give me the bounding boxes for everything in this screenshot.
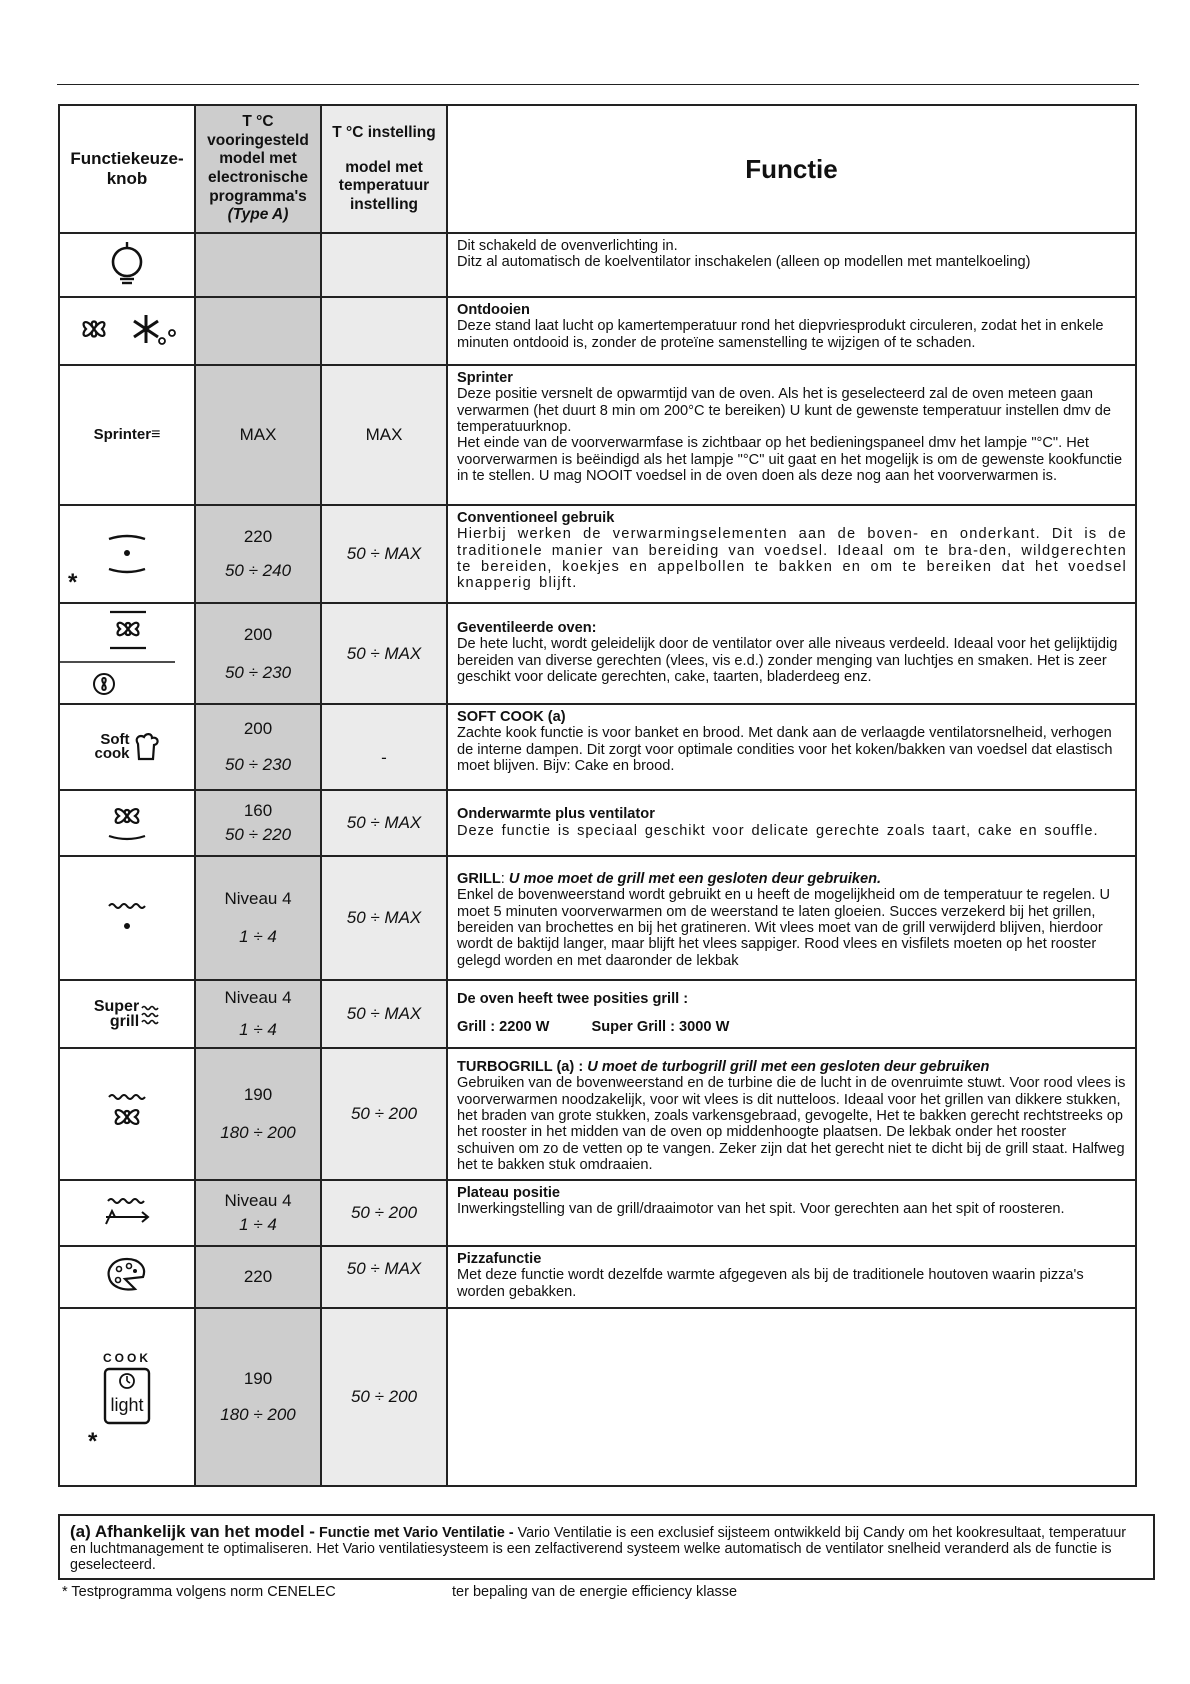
function-cell: Ontdooien Deze stand laat lucht op kamertemperatuur rond het diepvriesprodukt circuleren, zodat het in enkele minuten ontdooid is, zonder de proteïne samenstelling te wijzigen of te schaden. (447, 297, 1136, 365)
table-row (59, 1048, 1136, 1180)
preset-cell: Niveau 4 1 ÷ 4 (195, 856, 321, 980)
setting-cell: 50 ÷ MAX (321, 603, 447, 704)
light-bulb-icon (105, 240, 149, 286)
table-row (59, 790, 1136, 856)
function-cell: SOFT COOK (a) Zachte kook functie is voor banket en brood. Met dank aan de verlaagde ventilatorsnelheid, verhogen de interne dampen. Dit zorgt voor optimale condities voor het koken/bakken van voedsel dat elastisch moet blijven. Bijv: Cake en brood. (447, 704, 1136, 790)
table-row (59, 1246, 1136, 1308)
rotisserie-icon (102, 1191, 152, 1231)
preset-cell: 220 50 ÷ 240 (195, 505, 321, 603)
knob-cell (59, 233, 195, 297)
sprinter-icon: Sprinter≡ (93, 426, 161, 443)
setting-cell: - (321, 704, 447, 790)
knob-cell (59, 1246, 195, 1308)
setting-cell (321, 233, 447, 297)
footnote-left: * Testprogramma volgens norm CENELEC (62, 1584, 336, 1600)
setting-cell: 50 ÷ 200 (321, 1180, 447, 1246)
table-row (59, 505, 1136, 603)
knob-cell (59, 856, 195, 980)
setting-cell: 50 ÷ MAX (321, 1246, 447, 1308)
knob-cell (59, 980, 195, 1048)
fan-oven-icon (60, 604, 196, 698)
table-row (59, 1180, 1136, 1246)
footer-label-2: Functie met Vario Ventilatie - (318, 1525, 514, 1541)
grill-icon (105, 896, 149, 936)
knob-cell (59, 505, 195, 603)
setting-cell: 50 ÷ MAX (321, 505, 447, 603)
function-cell: Dit schakeld de ovenverlichting in. Ditz al automatisch de koelventilator inschakelen (alleen op modellen met mantelkoeling) (447, 233, 1136, 297)
function-cell: Geventileerde oven: De hete lucht, wordt geleidelijk door de ventilator over alle niveaus verdeeld. Ideaal voor het gelijktijdig bereiden van diverse gerechten (vlees, vis e.d.) zonder menging van luchtjes en smaken. Het is zeer geschikt voor delicate gerechten, cake, taarten, bladerdeeg enz. (447, 603, 1136, 704)
preset-cell: 200 50 ÷ 230 (195, 704, 321, 790)
header-setting: T °C instelling model met temperatuur instelling (321, 105, 447, 233)
knob-cell (59, 704, 195, 790)
knob-cell (59, 790, 195, 856)
top-rule (57, 84, 1139, 85)
knob-cell (59, 297, 195, 365)
setting-cell: 50 ÷ 200 (321, 1048, 447, 1180)
header-function: Functie (447, 105, 1136, 233)
footnote-right: ter bepaling van de energie efficiency klasse (452, 1584, 738, 1600)
preset-cell: 220 (195, 1246, 321, 1308)
table-row (59, 704, 1136, 790)
defrost-icon (72, 309, 182, 349)
soft-cook-icon: Soft cook (60, 732, 194, 762)
setting-cell: 50 ÷ MAX (321, 856, 447, 980)
setting-cell: 50 ÷ 200 (321, 1308, 447, 1486)
preset-cell: 160 50 ÷ 220 (195, 790, 321, 856)
preset-cell: 190 180 ÷ 200 (195, 1308, 321, 1486)
table-row (59, 856, 1136, 980)
setting-cell: 50 ÷ MAX (321, 980, 447, 1048)
header-knob: Functiekeuze- knob (59, 105, 195, 233)
footer-label: (a) Afhankelijk van het model - (70, 1522, 315, 1541)
conventional-icon (105, 531, 149, 577)
table-row (59, 297, 1136, 365)
pizza-icon (105, 1255, 149, 1295)
table-row (59, 233, 1136, 297)
model-note-box (58, 1514, 1155, 1580)
header-preset: T °C vooringesteld model met electronische programma's (Type A) (195, 105, 321, 233)
preset-cell: Niveau 4 1 ÷ 4 (195, 1180, 321, 1246)
function-cell: Sprinter Deze positie versnelt de opwarmtijd van de oven. Als het is geselecteerd zal de oven meteen gaan verwarmen (het duurt 8 min om 200°C te bereiken) U kunt de gewenste temperatuur instellen dmv de temperatuurknop. Het einde van de voorverwarmfase is zichtbaar op het bedieningspaneel dmv het lampje "°C". Het voorverwarmen is beëindigd als het lampje "°C" uit gaat en het mogelijk is om de gewenste kookfunctie in te stellen. U mag NOOIT voedsel in de oven doen als deze nog aan het voorverwarmen is. (447, 365, 1136, 505)
table-row (59, 1308, 1136, 1486)
preset-cell: 200 50 ÷ 230 (195, 603, 321, 704)
function-cell: De oven heeft twee posities grill : Grill : 2200 W Super Grill : 3000 W (447, 980, 1136, 1048)
function-cell: Pizzafunctie Met deze functie wordt dezelfde warmte afgegeven als bij de traditionele houtoven waarin pizza's worden gebakken. (447, 1246, 1136, 1308)
setting-cell (321, 297, 447, 365)
function-cell: Onderwarmte plus ventilator Deze functie is speciaal geschikt voor delicate gerechte zoals taart, cake en souffle. (447, 790, 1136, 856)
super-grill-icon: Super grill (60, 999, 194, 1029)
table-row (59, 603, 1136, 704)
table-row (59, 365, 1136, 505)
preset-cell (195, 233, 321, 297)
knob-cell (59, 1308, 195, 1486)
function-cell: GRILL: U moe moet de grill met een gesloten deur gebruiken. Enkel de bovenweerstand wordt gebruikt en u heeft de mogelijkheid om de temperatuur te regelen. U moet 5 minuten voorverwarmen om de weerstand te laten gloeien. Succes verzekerd bij het grillen, bereiden van brochettes en bij het gratineren. Wit vlees moet van de grill verwijderd blijven, hierdoor wordt de baktijd langer, maar blijft het vlees sappiger. Rood vlees en visfilets moeten op het rooster gelegd worden en met daaronder de lekbak (447, 856, 1136, 980)
function-cell: Plateau positie Inwerkingstelling van de grill/draaimotor van het spit. Voor gerechten aan het spit of roosteren. (447, 1180, 1136, 1246)
preset-cell: 190 180 ÷ 200 (195, 1048, 321, 1180)
cook-light-icon: COOK light (101, 1351, 153, 1427)
preset-cell (195, 297, 321, 365)
preset-cell: MAX (195, 365, 321, 505)
footer-text: Vario Ventilatie is een exclusief sijsteem ontwikkeld bij Candy om het kookresultaat, temperatuur en luchtmanagement te optimaliseren. Het Vario ventilatiesysteem is een zelfactiverend systeem welke automatisch de ventilator snelheid veranderd als de functie is geselecteerd. (70, 1525, 1127, 1574)
setting-cell: MAX (321, 365, 447, 505)
function-cell: Conventioneel gebruik Hierbij werken de verwarmingselementen aan de boven- en onderkant. Dit is de traditionele manier van bereiding van voedsel. Ideaal om te bra-den, wildgerechten te bereiden, koekjes en appelbollen te bakken en om te bereiken dat het voedsel knapperig blijft. (447, 505, 1136, 603)
function-cell (447, 1308, 1136, 1486)
bottom-heat-fan-icon (105, 798, 149, 844)
knob-cell (59, 365, 195, 505)
knob-cell (59, 1048, 195, 1180)
setting-cell: 50 ÷ MAX (321, 790, 447, 856)
header-row (59, 105, 1136, 233)
test-program-star: * (68, 569, 78, 596)
turbo-grill-icon (105, 1089, 149, 1135)
table-row (59, 980, 1136, 1048)
function-table (58, 104, 1137, 1487)
function-cell: TURBOGRILL (a) : U moet de turbogrill grill met een gesloten deur gebruiken Gebruiken van de bovenweerstand en de turbine die de lucht in de ovenruimte stuwt. Voor rood vlees is voorverwarmen noodzakelijk, voor wit vlees is dit nutteloos. Ideaal voor het grillen van dikkere stukken, het braden van grote stukken, zoals varkensgebraad, gevogelte, Het te bakken gerecht rechtstreeks op het rooster in het midden van de oven op middenhoogte plaatsen. De lekbak onder het rooster schuiven om zo de vetten op te vangen. Zeker zijn dat het gerecht niet te dicht bij de grill staat. Halfweg het te bakken stuk omdraaien. (447, 1048, 1136, 1180)
knob-cell (59, 603, 195, 704)
knob-cell (59, 1180, 195, 1246)
test-program-star: * (88, 1428, 98, 1455)
preset-cell: Niveau 4 1 ÷ 4 (195, 980, 321, 1048)
